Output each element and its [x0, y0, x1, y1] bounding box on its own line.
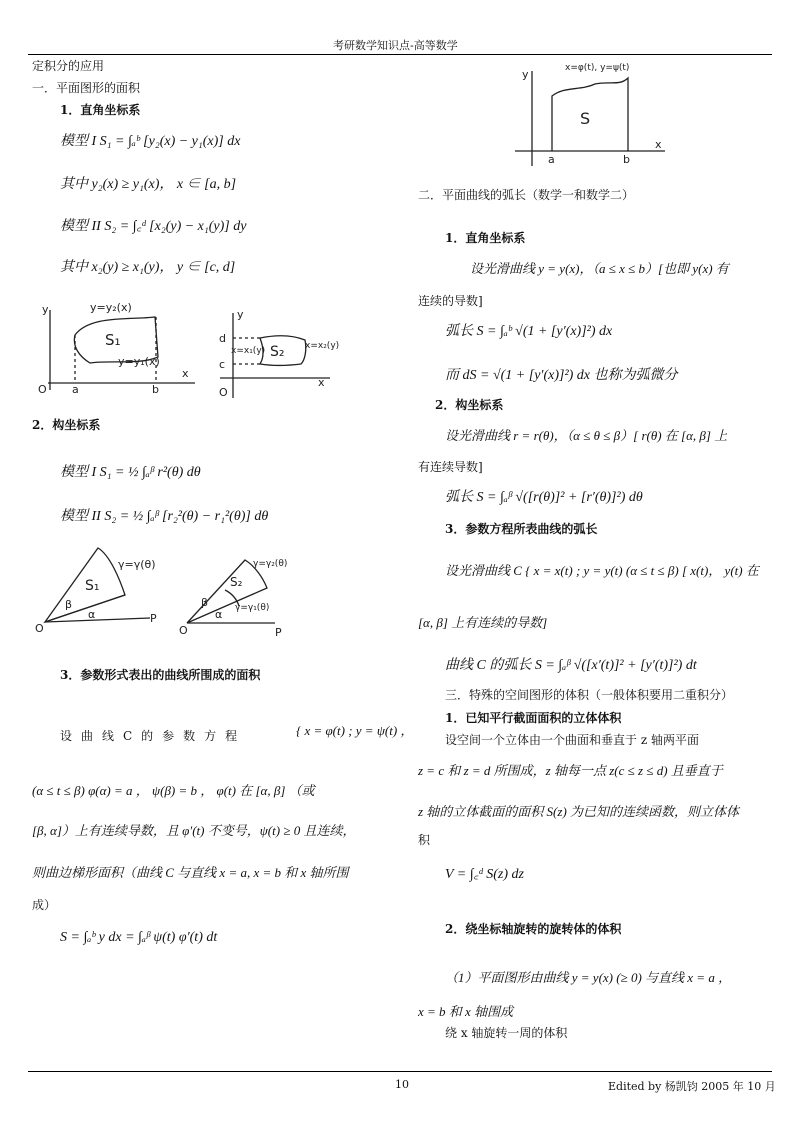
label-s2: S₂ [230, 575, 243, 589]
footer-editor: Edited by 杨凯钧 2005 年 10 月 [608, 1080, 776, 1093]
sketch-cartesian-x [30, 295, 200, 395]
formula-model-1: 模型 I S₁ = ∫ₐᵇ [y₂(x) − y₁(x)] dx [60, 134, 241, 149]
label-x2: x=x₂(y) [305, 341, 340, 351]
volume-text-2: z = c 和 z = d 所围成，z 轴每一点 z(c ≤ z ≤ d) 且垂直于 [418, 763, 723, 778]
formula-arc-differential: 而 dS = √(1 + [y′(x)]²) dx 也称为弧微分 [445, 368, 678, 383]
revolution-text-2: x = b 和 x 轴围成 [418, 1004, 514, 1019]
header-rule [28, 54, 772, 55]
label-y1: y=y₁(x) [118, 355, 160, 368]
subheading-volume-section: 1．已知平行截面面积的立体体积 [445, 711, 622, 725]
page-number: 10 [395, 1078, 409, 1091]
label-y2: y=y₂(x) [90, 301, 132, 314]
volume-text-3: z 轴的立体截面的面积 S(z) 为已知的连续函数，则立体体 [418, 804, 740, 819]
label-c: c [219, 358, 226, 371]
arc-text-2: 连续的导数] [418, 294, 483, 308]
label-y: y [42, 303, 49, 316]
subheading-arc-parametric: 3．参数方程所表曲线的弧长 [445, 522, 598, 536]
label-a: a [72, 383, 79, 396]
para-text-1: 设曲线C的参数方程 [60, 729, 247, 743]
para-system: { x = φ(t) ; y = ψ(t) ， [296, 723, 414, 738]
para-text-5: 成） [32, 898, 57, 912]
formula-polar-2: 模型 II S₂ = ½ ∫ₐᵝ [r₂²(θ) − r₁²(θ)] dθ [60, 509, 269, 524]
label-p: P [275, 626, 282, 639]
label-s: S [580, 109, 591, 128]
label-b: b [623, 153, 630, 166]
volume-text-1: 设空间一个立体由一个曲面和垂直于 z 轴两平面 [445, 733, 699, 747]
volume-text-4: 积 [418, 833, 431, 847]
revolution-text-3: 绕 x 轴旋转一周的体积 [445, 1026, 568, 1040]
label-y: y [237, 308, 244, 321]
condition-1: 其中 y₂(x) ≥ y₁(x)， x ∈ [a, b] [60, 177, 237, 192]
formula-volume-section: V = ∫꜀ᵈ S(z) dz [445, 867, 524, 882]
label-a: a [548, 153, 555, 166]
revolution-text-1: （1）平面图形由曲线 y = y(x) (≥ 0) 与直线 x = a ， [445, 970, 732, 985]
label-s2: S₂ [270, 344, 285, 360]
label-x: x [318, 376, 325, 389]
subheading-parametric-area: 3．参数形式表出的曲线所围成的面积 [60, 668, 261, 682]
label-curve: x=φ(t), y=ψ(t) [565, 63, 630, 73]
page-header-title: 考研数学知识点-高等数学 [333, 39, 458, 52]
label-curve: γ=γ(θ) [118, 558, 156, 571]
label-origin: O [219, 386, 228, 399]
label-y: y [522, 68, 529, 81]
label-origin: O [38, 383, 47, 396]
para-text-2: (α ≤ t ≤ β) φ(α) = a ， ψ(β) = b ， φ(t) 在 [α, β] （或 [32, 783, 315, 798]
subheading-arc-cartesian: 1．直角坐标系 [445, 231, 526, 245]
formula-model-2: 模型 II S₂ = ∫꜀ᵈ [x₂(y) − x₁(y)] dy [60, 219, 247, 234]
polar-axis [45, 618, 150, 622]
sketch-polar-2 [175, 548, 305, 643]
label-r1: γ=γ₁(θ) [235, 603, 270, 613]
label-x1: x=x₁(y) [231, 346, 266, 356]
formula-arc-polar: 弧长 S = ∫ₐᵝ √([r(θ)]² + [r′(θ)]²) dθ [445, 490, 643, 505]
arc-param-text-2: [α, β] 上有连续的导数] [418, 615, 548, 630]
sketch-polar-1 [30, 540, 180, 640]
label-s1: S₁ [105, 331, 121, 349]
section-title: 定积分的应用 [32, 59, 105, 73]
arc-text-1: 设光滑曲线 y = y(x)，（a ≤ x ≤ b）[也即 y(x) 有 [470, 261, 729, 276]
label-d: d [219, 332, 226, 345]
label-alpha: α [88, 608, 96, 621]
label-beta: β [201, 596, 209, 609]
para-text-3: [β, α]）上有连续导数，且 φ′(t) 不变号，ψ(t) ≥ 0 且连续， [32, 823, 356, 838]
label-r2: γ=γ₂(θ) [253, 559, 288, 569]
para-text-4: 则曲边梯形面积（曲线 C 与直线 x = a, x = b 和 x 轴所围 [32, 865, 349, 880]
condition-2: 其中 x₂(y) ≥ x₁(y)， y ∈ [c, d] [60, 260, 236, 275]
formula-polar-1: 模型 I S₁ = ½ ∫ₐᵝ r²(θ) dθ [60, 465, 201, 480]
label-alpha: α [215, 608, 223, 621]
label-b: b [152, 383, 159, 396]
heading-arc-length: 二．平面曲线的弧长（数学一和数学二） [418, 188, 635, 202]
footer-rule [28, 1071, 772, 1072]
label-x: x [182, 367, 189, 380]
sketch-cartesian-y [205, 308, 340, 403]
sketch-parametric [510, 56, 670, 171]
label-s1: S₁ [85, 578, 100, 594]
label-beta: β [65, 598, 73, 611]
arc-param-text-1: 设光滑曲线 C { x = x(t) ; y = y(t) (α ≤ t ≤ β) [ x(t)， y(t) 在 [445, 563, 759, 578]
subheading-cartesian: 1．直角坐标系 [60, 103, 141, 117]
subheading-arc-polar: 2．构坐标系 [435, 398, 504, 412]
label-origin: O [35, 622, 44, 635]
formula-arc-parametric: 曲线 C 的弧长 S = ∫ₐᵝ √([x′(t)]² + [y′(t)]²) dt [445, 658, 697, 673]
label-x: x [655, 138, 662, 151]
heading-volume: 三．特殊的空间图形的体积（一般体积要用二重积分） [445, 688, 734, 702]
arc-polar-text-1: 设光滑曲线 r = r(θ)，（α ≤ θ ≤ β）[ r(θ) 在 [α, β] 上 [445, 428, 728, 443]
formula-arc-cartesian: 弧长 S = ∫ₐᵇ √(1 + [y′(x)]²) dx [445, 324, 613, 339]
formula-parametric-area: S = ∫ₐᵇ y dx = ∫ₐᵝ ψ(t) φ′(t) dt [60, 930, 218, 945]
heading-area: 一．平面图形的面积 [32, 81, 141, 95]
subheading-revolution: 2．绕坐标轴旋转的旋转体的体积 [445, 922, 622, 936]
label-origin: O [179, 624, 188, 637]
arc-polar-text-2: 有连续导数] [418, 460, 483, 474]
subheading-polar: 2．构坐标系 [32, 418, 101, 432]
label-p: P [150, 612, 157, 625]
